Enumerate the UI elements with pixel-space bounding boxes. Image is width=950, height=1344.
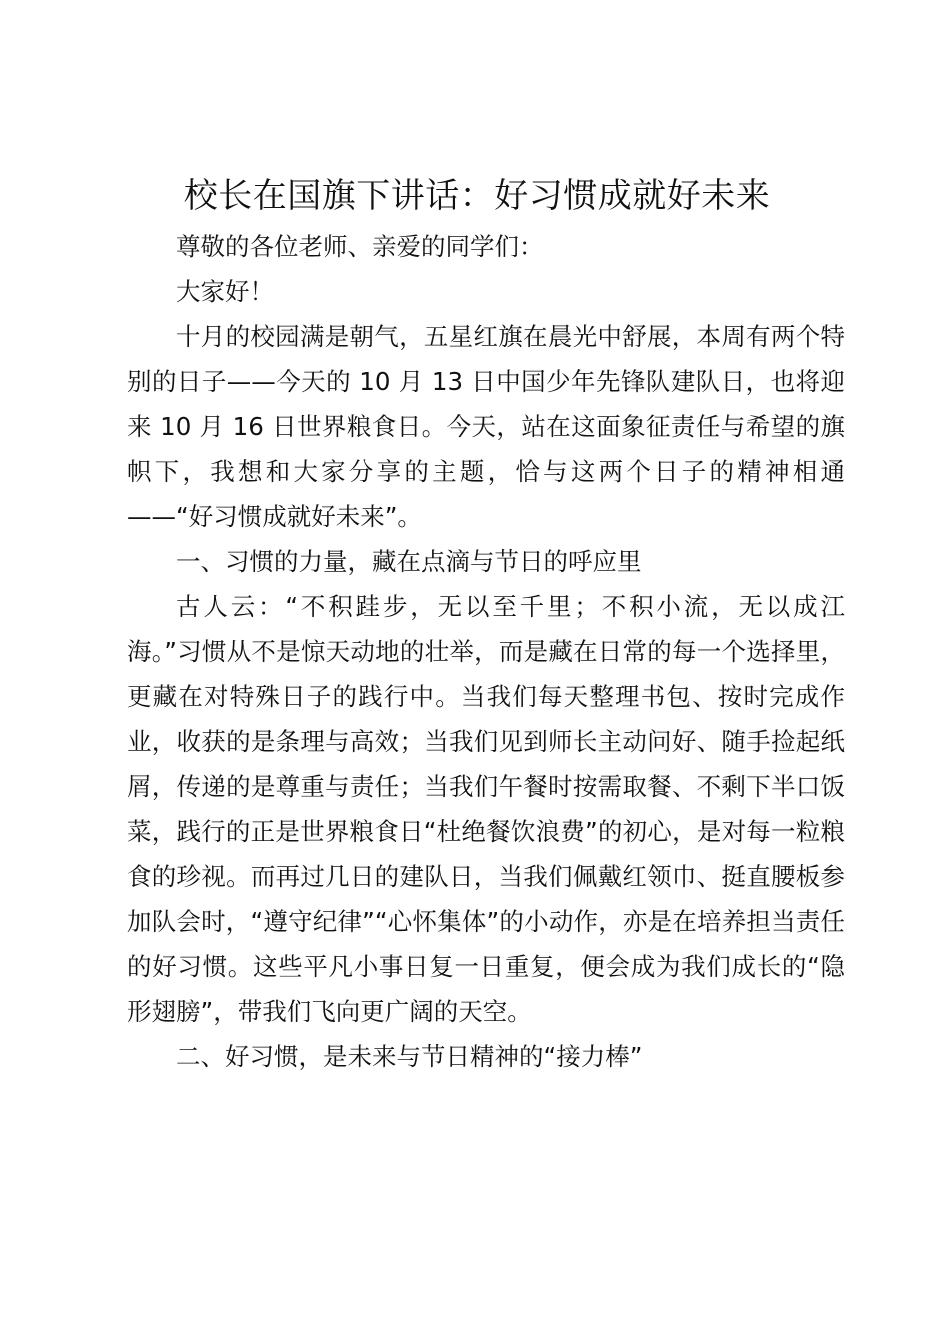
intro-paragraph: 十月的校园满是朝气，五星红旗在晨光中舒展，本周有两个特别的日子——今天的 10 月 13 日中国少年先锋队建队日，也将迎来 10 月 16 日世界粮食日。今天，站在这面象征责任与希望的旗帜下，我想和大家分享的主题，恰与这两个日子的精神相通——“好习惯成就好未来”。 [127,322,845,531]
section-1-paragraph: 古人云：“不积跬步，无以至千里；不积小流，无以成江海。”习惯从不是惊天动地的壮举，而是藏在日常的每一个选择里，更藏在对特殊日子的践行中。当我们每天整理书包、按时完成作业，收获的是条理与高效；当我们见到师长主动问好、随手捡起纸屑，传递的是尊重与责任；当我们午餐时按需取餐、不剩下半口饭菜，践行的正是世界粮食日“杜绝餐饮浪费”的初心，是对每一粒粮食的珍视。而再过几日的建队日，当我们佩戴红领巾、挺直腰板参加队会时，“遵守纪律”“心怀集体”的小动作，亦是在培养担当责任的好习惯。这些平凡小事日复一日重复，便会成为我们成长的“隐形翅膀”，带我们飞向更广阔的天空。 [127,592,845,1026]
greeting: 大家好！ [176,277,274,306]
salutation: 尊敬的各位老师、亲爱的同学们： [176,232,544,261]
document-body [127,224,845,1079]
section-2-heading: 二、好习惯，是未来与节日精神的“接力棒” [176,1042,643,1071]
document-title: 校长在国旗下讲话：好习惯成就好未来 [183,176,771,216]
section-1-heading: 一、习惯的力量，藏在点滴与节日的呼应里 [176,547,642,576]
